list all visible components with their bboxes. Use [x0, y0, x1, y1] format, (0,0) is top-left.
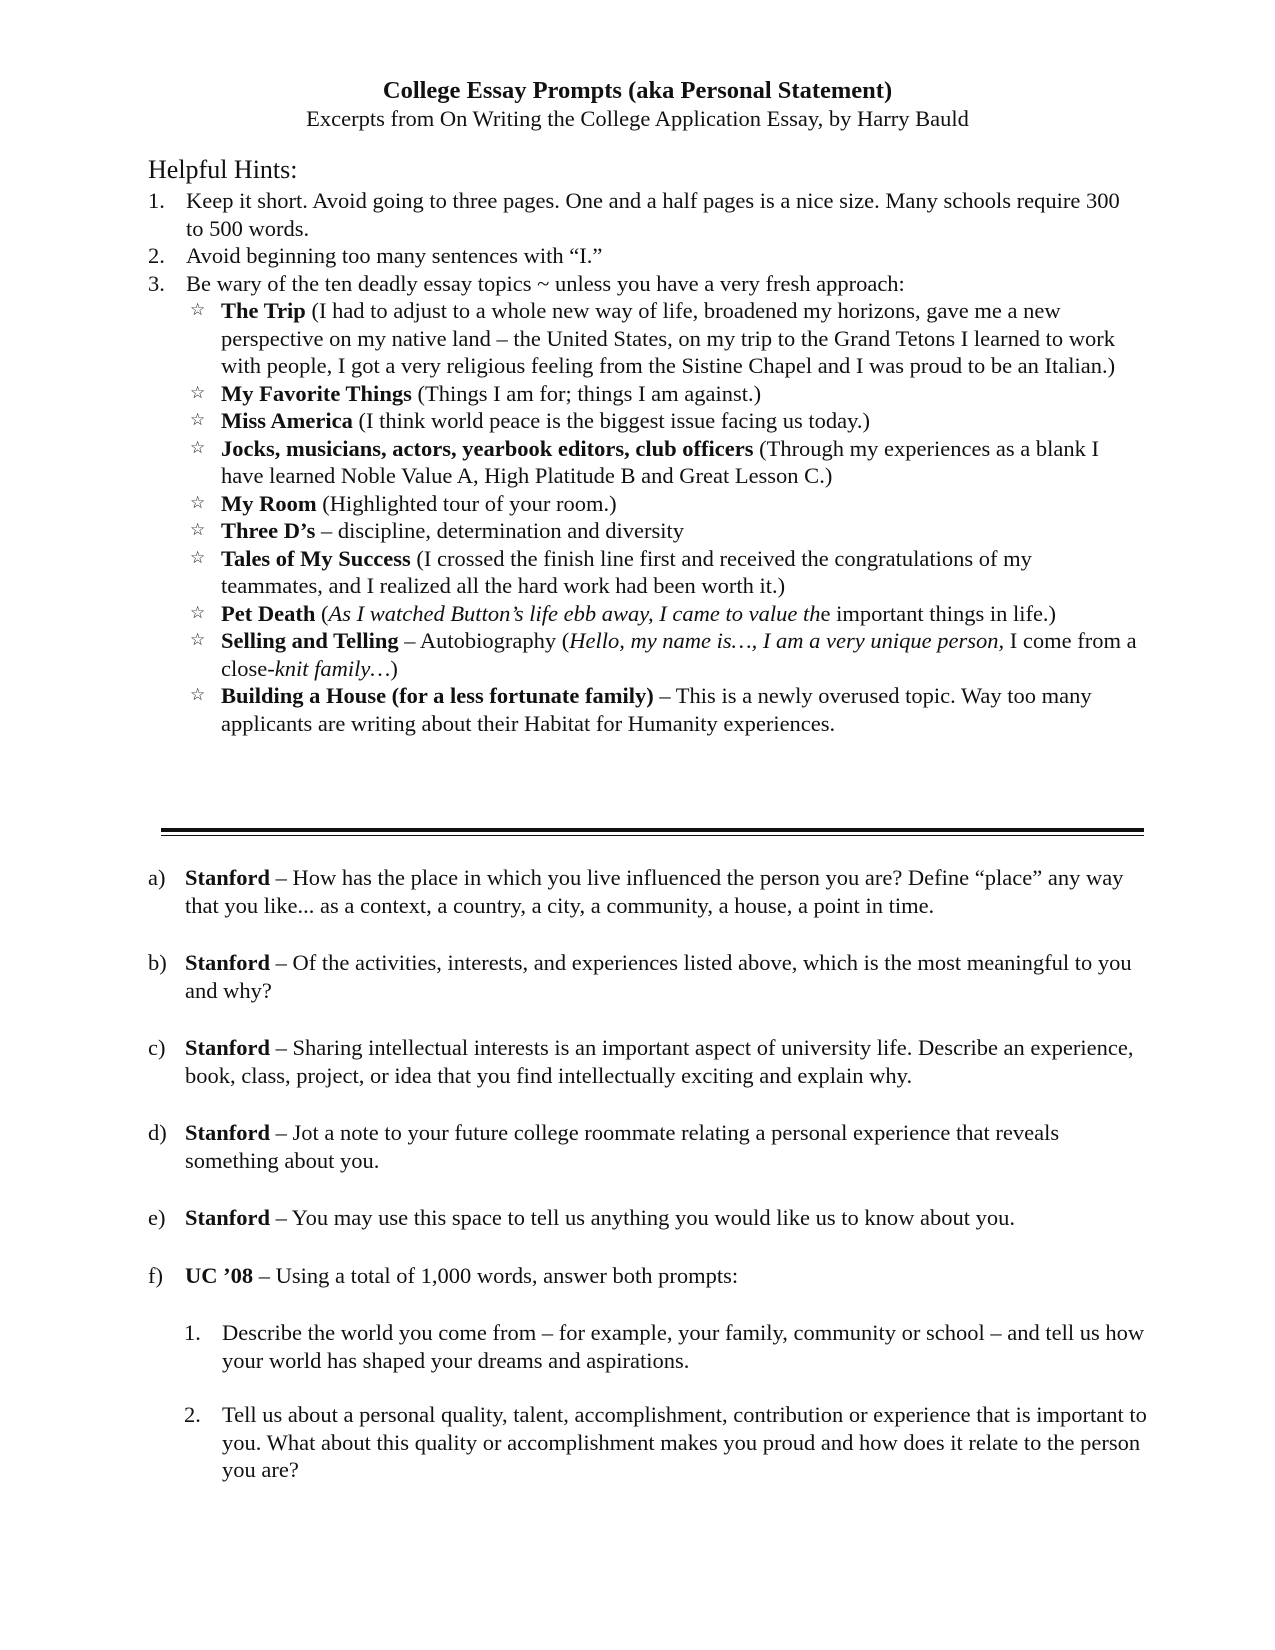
- topic-text: (I had to adjust to a whole new way of life, broadened my horizons, gave me a new perspective on my native land – the United States, on my trip to the Grand Tetons I learned to work with people, I got a very religious feeling from the Sistine Chapel and I was proud to be an Italian.): [221, 298, 1116, 378]
- topic-title: My Favorite Things: [221, 380, 412, 406]
- topic-text: (Through my experiences as a blank I have learned Noble Value A, High Platitude B and Great Lesson C.): [221, 435, 1099, 488]
- topic-item: [148, 380, 1138, 408]
- prompt-school: Stanford: [185, 865, 271, 890]
- prompt-text: – How has the place in which you live influenced the person you are? Define “place” any way that you like... as a context, a country, a city, a community, a house, a point in time.: [185, 865, 1124, 918]
- hints-heading: Helpful Hints:: [148, 155, 298, 184]
- prompt-text: – Jot a note to your future college roommate relating a personal experience that reveals something about you.: [185, 1120, 1060, 1173]
- prompt-item: [148, 864, 1148, 919]
- topic-text: ): [390, 655, 398, 681]
- prompts-list: [148, 864, 1148, 1511]
- topic-title: Selling and Telling: [221, 628, 399, 653]
- uc-prompt-item: [184, 1319, 1148, 1374]
- uc-prompt-item: [184, 1401, 1148, 1484]
- page-title: College Essay Prompts (aka Personal Statement): [382, 77, 893, 104]
- topic-italic-text: Hello, my name is…, I am a very unique person,: [569, 628, 1005, 653]
- prompt-school: UC ’08: [185, 1262, 254, 1288]
- star-outline-icon: ☆: [190, 520, 206, 540]
- prompt-school: Stanford: [185, 1035, 271, 1060]
- hint-text: Avoid beginning too many sentences with “I.”: [186, 243, 603, 268]
- list-number: 1.: [148, 188, 165, 213]
- section-divider: [161, 828, 1144, 832]
- prompt-school: Stanford: [185, 1120, 271, 1145]
- topic-text: – This is a newly overused topic. Way too many applicants are writing about their Habitat for Humanity experiences.: [221, 683, 1092, 736]
- prompt-letter: a): [148, 865, 166, 890]
- prompt-text: – Of the activities, interests, and experiences listed above, which is the most meaningful to you and why?: [185, 950, 1132, 1003]
- hint-item: [148, 270, 1138, 298]
- hint-text: Keep it short. Avoid going to three pages. One and a half pages is a nice size. Many schools require 300 to 500 words.: [186, 188, 1120, 241]
- list-number: 2.: [148, 243, 165, 268]
- prompt-item: [148, 949, 1148, 1004]
- hint-item: [148, 187, 1138, 242]
- topic-item: [148, 545, 1138, 600]
- topic-item: [148, 517, 1138, 545]
- prompt-text: – You may use this space to tell us anything you would like us to know about you.: [270, 1205, 1015, 1230]
- topic-text: (I think world peace is the biggest issue facing us today.): [352, 408, 871, 433]
- list-number: 1.: [184, 1320, 201, 1345]
- hints-list: [148, 187, 1138, 737]
- prompt-item: [148, 1204, 1148, 1232]
- topic-text: (Highlighted tour of your room.): [316, 490, 617, 516]
- topic-text: (: [315, 600, 329, 626]
- prompt-item: [148, 1119, 1148, 1174]
- topic-item: [148, 600, 1138, 628]
- star-outline-icon: ☆: [190, 685, 206, 705]
- hint-item: [148, 242, 1138, 270]
- topic-title: The Trip: [221, 298, 306, 323]
- topic-italic-text: knit family…: [274, 655, 391, 681]
- star-outline-icon: ☆: [190, 410, 206, 430]
- topic-text: e important things in life.): [820, 600, 1057, 626]
- hint-text: Be wary of the ten deadly essay topics ~ unless you have a very fresh approach:: [186, 270, 905, 296]
- star-outline-icon: ☆: [190, 382, 206, 403]
- topic-item: [148, 682, 1138, 737]
- uc-prompt-text: Describe the world you come from – for example, your family, community or school – and tell us how your world has shaped your dreams and aspirations.: [222, 1320, 1145, 1373]
- topic-item: [148, 407, 1138, 435]
- star-outline-icon: ☆: [190, 437, 206, 458]
- topic-text: (Things I am for; things I am against.): [411, 380, 762, 406]
- topic-title: Building a House (for a less fortunate family): [221, 683, 654, 708]
- prompt-school: Stanford: [185, 950, 271, 975]
- prompt-letter: f): [148, 1262, 163, 1288]
- topic-item: [148, 490, 1138, 518]
- topic-title: Jocks, musicians, actors, yearbook editors, club officers: [221, 435, 754, 461]
- prompt-school: Stanford: [185, 1205, 271, 1230]
- uc-prompts-list: [184, 1319, 1148, 1484]
- topic-text: – Autobiography (: [398, 628, 570, 653]
- prompt-text: – Sharing intellectual interests is an important aspect of university life. Describe an experience, book, class, project, or idea that you find intellectually exciting and explain why.: [185, 1035, 1134, 1088]
- topic-item: [148, 627, 1138, 682]
- topic-item: [148, 435, 1138, 490]
- topic-title: Pet Death: [221, 600, 316, 626]
- topic-title: Miss America: [221, 408, 353, 433]
- star-outline-icon: ☆: [190, 630, 206, 650]
- topic-item: [148, 297, 1138, 380]
- topic-text: (I crossed the finish line first and received the congratulations of my teammates, and I realized all the hard work had been worth it.): [221, 545, 1032, 598]
- star-outline-icon: ☆: [190, 547, 206, 568]
- topic-title: Tales of My Success: [221, 545, 411, 571]
- prompt-item: [148, 1034, 1148, 1089]
- uc-prompt-text: Tell us about a personal quality, talent, accomplishment, contribution or experience that is important to you. What about this quality or accomplishment makes you proud and how does it relate to the person you are?: [222, 1402, 1147, 1482]
- topic-title: My Room: [221, 490, 317, 516]
- prompt-letter: e): [148, 1205, 166, 1230]
- list-number: 2.: [184, 1402, 201, 1427]
- section-divider-thin: [161, 835, 1144, 836]
- page-subtitle: Excerpts from On Writing the College Application Essay, by Harry Bauld: [306, 106, 969, 131]
- deadly-topics-list: [148, 297, 1138, 737]
- star-outline-icon: ☆: [190, 602, 206, 623]
- star-outline-icon: ☆: [190, 300, 206, 320]
- topic-title: Three D’s: [221, 518, 316, 543]
- list-number: 3.: [148, 270, 165, 296]
- star-outline-icon: ☆: [190, 492, 206, 513]
- prompt-text: – Using a total of 1,000 words, answer both prompts:: [253, 1262, 739, 1288]
- prompt-letter: d): [148, 1120, 167, 1145]
- prompt-item: [148, 1262, 1148, 1484]
- topic-text: – discipline, determination and diversity: [315, 518, 685, 543]
- prompt-letter: b): [148, 950, 167, 975]
- topic-italic-text: As I watched Button’s life ebb away, I came to value th: [328, 600, 821, 626]
- prompt-letter: c): [148, 1035, 166, 1060]
- topic-text: I come from a close-: [221, 628, 1137, 681]
